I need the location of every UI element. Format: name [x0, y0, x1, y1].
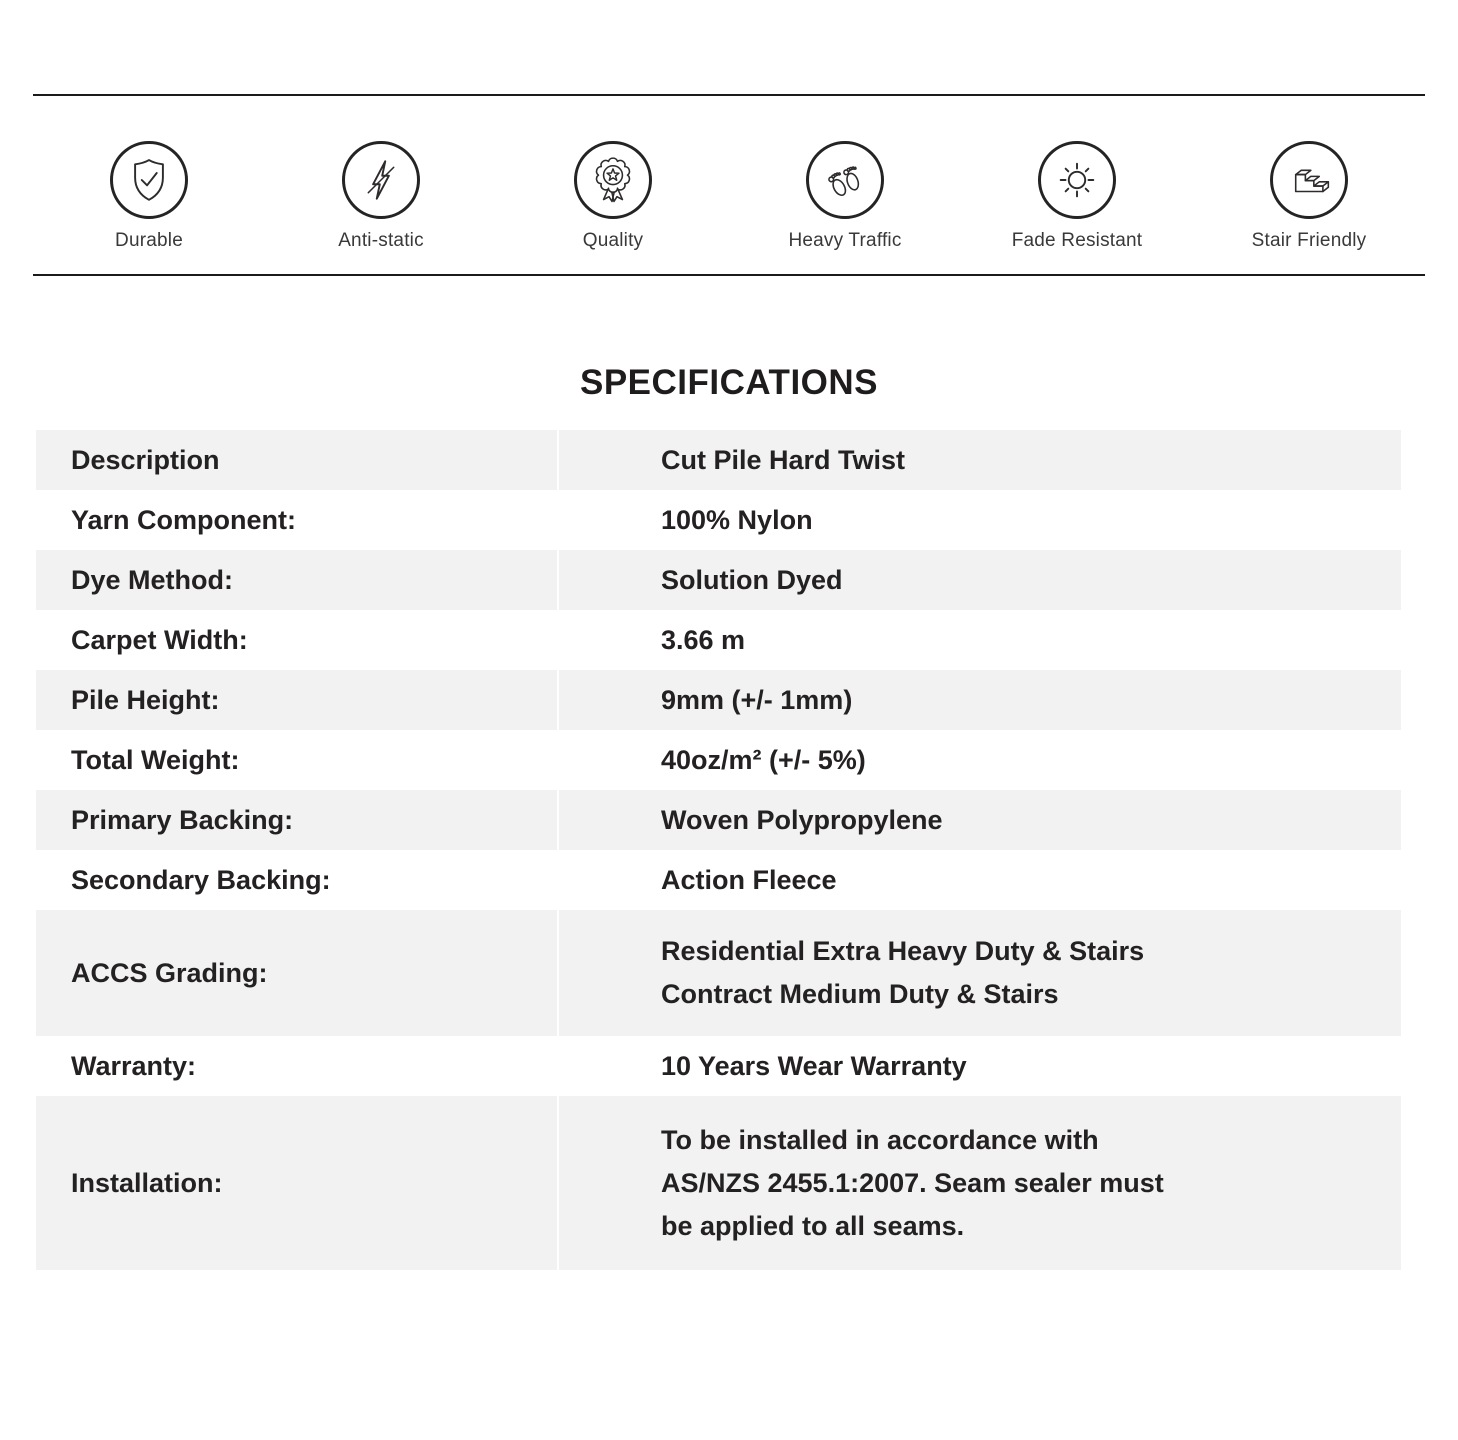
table-row-total-weight: [36, 730, 1401, 790]
row-label: Total Weight:: [71, 744, 240, 775]
row-label: Pile Height:: [71, 684, 220, 715]
feature-circle: [574, 141, 652, 219]
table-row-dye-method: [36, 550, 1401, 610]
feature-label: Stair Friendly: [1251, 230, 1367, 251]
row-value-line: Contract Medium Duty & Stairs: [661, 979, 1059, 1009]
table-row-description: [36, 430, 1401, 490]
row-value: Woven Polypropylene: [661, 804, 943, 835]
row-label: Dye Method:: [71, 564, 233, 595]
content-area: [33, 94, 1425, 1270]
feature-label: Heavy Traffic: [788, 230, 902, 251]
specifications-table: [36, 430, 1401, 1270]
bottom-divider-line: [33, 274, 1425, 276]
stairs-icon: [1280, 151, 1338, 209]
shield-check-icon: [120, 151, 178, 209]
feature-heavy-traffic: [729, 141, 961, 252]
row-value: Solution Dyed: [661, 564, 843, 595]
row-label: Secondary Backing:: [71, 864, 331, 895]
row-value: 3.66 m: [661, 624, 746, 655]
row-value-line: be applied to all seams.: [661, 1210, 965, 1241]
row-value: 40oz/m² (+/- 5%): [661, 744, 866, 775]
feature-circle: [806, 141, 884, 219]
feature-circle: [1270, 141, 1348, 219]
specifications-title: SPECIFICATIONS: [579, 363, 879, 402]
feature-label: Anti-static: [338, 230, 424, 251]
medal-icon: [584, 151, 642, 209]
feature-circle: [1038, 141, 1116, 219]
sun-icon: [1048, 151, 1106, 209]
table-row-carpet-width: [36, 610, 1401, 670]
row-label: ACCS Grading:: [71, 957, 268, 988]
table-row-accs-grading: [36, 910, 1401, 1036]
feature-circle: [110, 141, 188, 219]
specification-page: [0, 94, 1458, 1440]
row-value: Cut Pile Hard Twist: [661, 444, 906, 475]
feature-stair-friendly: [1193, 141, 1425, 252]
row-label: Carpet Width:: [71, 624, 248, 655]
row-label: Installation:: [71, 1167, 223, 1198]
table-row-primary-backing: [36, 790, 1401, 850]
feature-label: Quality: [582, 230, 644, 251]
row-value: 10 Years Wear Warranty: [661, 1050, 967, 1081]
row-value-line: AS/NZS 2455.1:2007. Seam sealer must: [661, 1167, 1164, 1198]
feature-durable: [33, 141, 265, 252]
feature-fade-resistant: [961, 141, 1193, 252]
row-label: Yarn Component:: [71, 504, 297, 535]
feature-circle: [342, 141, 420, 219]
table-row-installation: [36, 1096, 1401, 1270]
footprints-icon: [816, 151, 874, 209]
table-row-yarn-component: [36, 490, 1401, 550]
feature-label: Fade Resistant: [1011, 230, 1143, 251]
row-label: Warranty:: [71, 1050, 197, 1081]
table-row-secondary-backing: [36, 850, 1401, 910]
row-label: Description: [71, 444, 220, 475]
feature-anti-static: [265, 141, 497, 252]
row-value: 9mm (+/- 1mm): [661, 684, 853, 715]
row-value: Action Fleece: [661, 864, 837, 895]
table-row-pile-height: [36, 670, 1401, 730]
table-row-warranty: [36, 1036, 1401, 1096]
feature-strip: [33, 96, 1425, 274]
row-label: Primary Backing:: [71, 804, 294, 835]
row-value: 100% Nylon: [661, 504, 813, 535]
feature-label: Durable: [115, 230, 183, 251]
row-value-line: To be installed in accordance with: [661, 1124, 1099, 1155]
feature-quality: [497, 141, 729, 252]
row-value-line: Residential Extra Heavy Duty & Stairs: [661, 936, 1145, 966]
lightning-icon: [352, 151, 410, 209]
